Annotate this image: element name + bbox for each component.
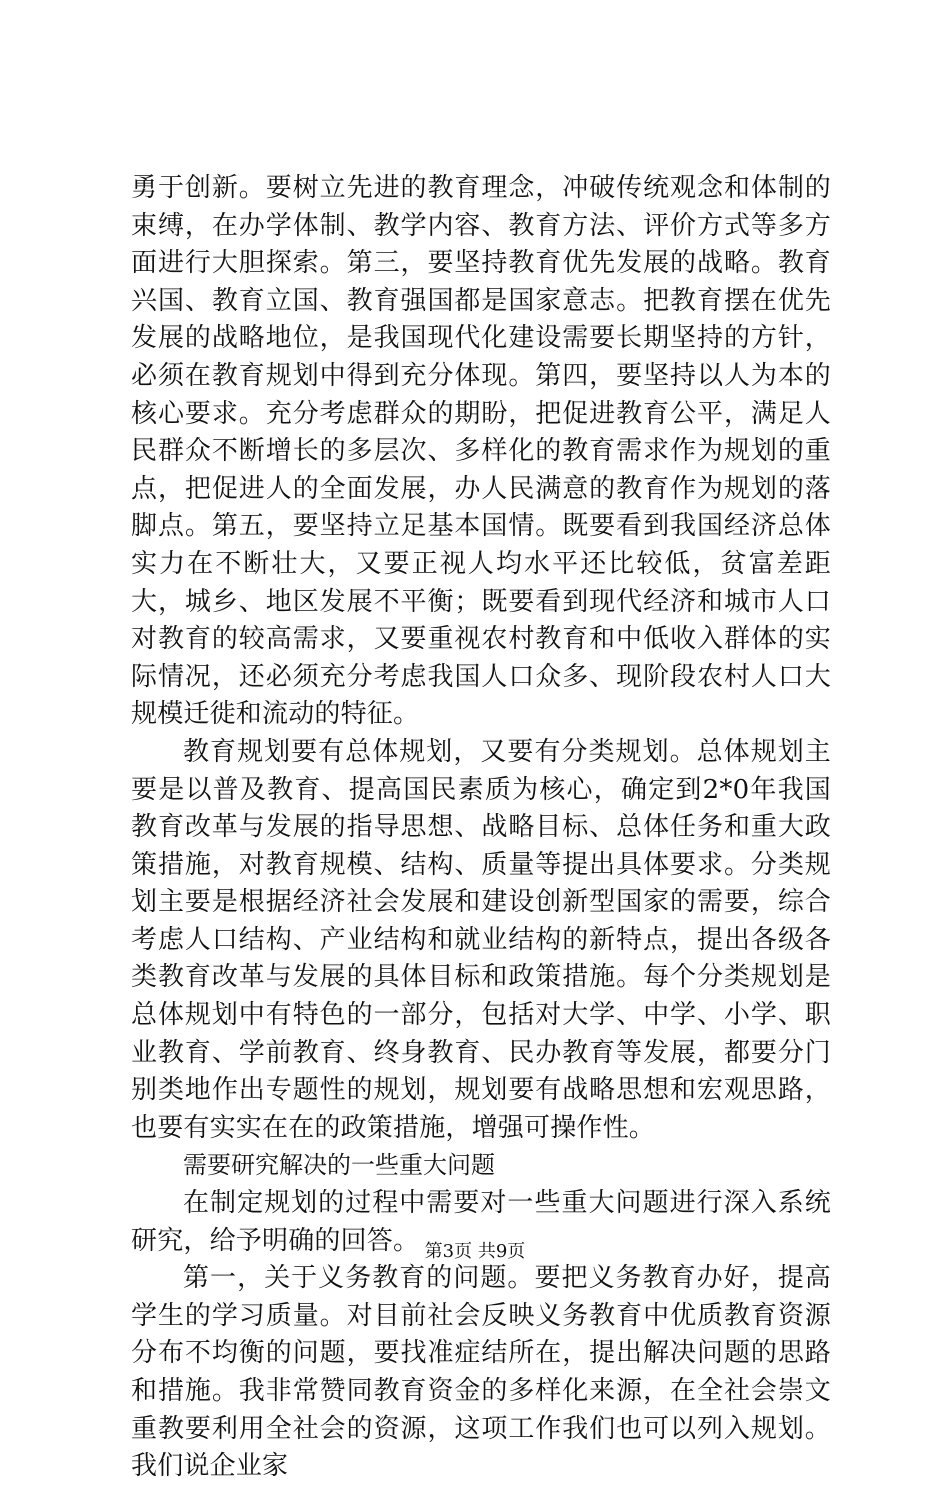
paragraph-4: 第一，关于义务教育的问题。要把义务教育办好，提高学生的学习质量。对目前社会反映义务教育中优质教育资源分布不均衡的问题，要找准症结所在，提出解决问题的思路和措施。我非常赞同教育资金的多样化来源，在全社会崇文重教要利用全社会的资源，这项工作我们也可以列入规划。我们说企业家 bbox=[131, 1263, 831, 1482]
page-footer: 第3页 共9页 bbox=[424, 1241, 526, 1262]
paragraph-3: 在制定规划的过程中需要对一些重大问题进行深入系统研究，给予明确的回答。 bbox=[131, 1188, 831, 1256]
paragraph-1: 勇于创新。要树立先进的教育理念，冲破传统观念和体制的束缚，在办学体制、教学内容、教育方法、评价方式等多方面进行大胆探索。第三，要坚持教育优先发展的战略。教育兴国、教育立国、教育强国都是国家意志。把教育摆在优先发展的战略地位，是我国现代化建设需要长期坚持的方针，必须在教育规划中得到充分体现。第四，要坚持以人为本的核心要求。充分考虑群众的期盼，把促进教育公平，满足人民群众不断增长的多层次、多样化的教育需求作为规划的重点，把促进人的全面发展，办人民满意的教育作为规划的落脚点。第五，要坚持立足基本国情。既要看到我国经济总体实力在不断壮大，又要正视人均水平还比较低，贫富差距大，城乡、地区发展不平衡；既要看到现代经济和城市人口对教育的较高需求，又要重视农村教育和中低收入群体的实际情况，还必须充分考虑我国人口众多、现阶段农村人口大规模迁徙和流动的特征。 bbox=[131, 173, 831, 730]
section-heading: 需要研究解决的一些重大问题 bbox=[183, 1151, 495, 1180]
document-body bbox=[131, 170, 831, 1486]
paragraph-2: 教育规划要有总体规划，又要有分类规划。总体规划主要是以普及教育、提高国民素质为核心，确定到2*0年我国教育改革与发展的指导思想、战略目标、总体任务和重大政策措施，对教育规模、结构、质量等提出具体要求。分类规划主要是根据经济社会发展和建设创新型国家的需要，综合考虑人口结构、产业结构和就业结构的新特点，提出各级各类教育改革与发展的具体目标和政策措施。每个分类规划是总体规划中有特色的一部分，包括对大学、中学、小学、职业教育、学前教育、终身教育、民办教育等发展，都要分门别类地作出专题性的规划，规划要有战略思想和宏观思路，也要有实实在在的政策措施，增强可操作性。 bbox=[131, 736, 831, 1143]
